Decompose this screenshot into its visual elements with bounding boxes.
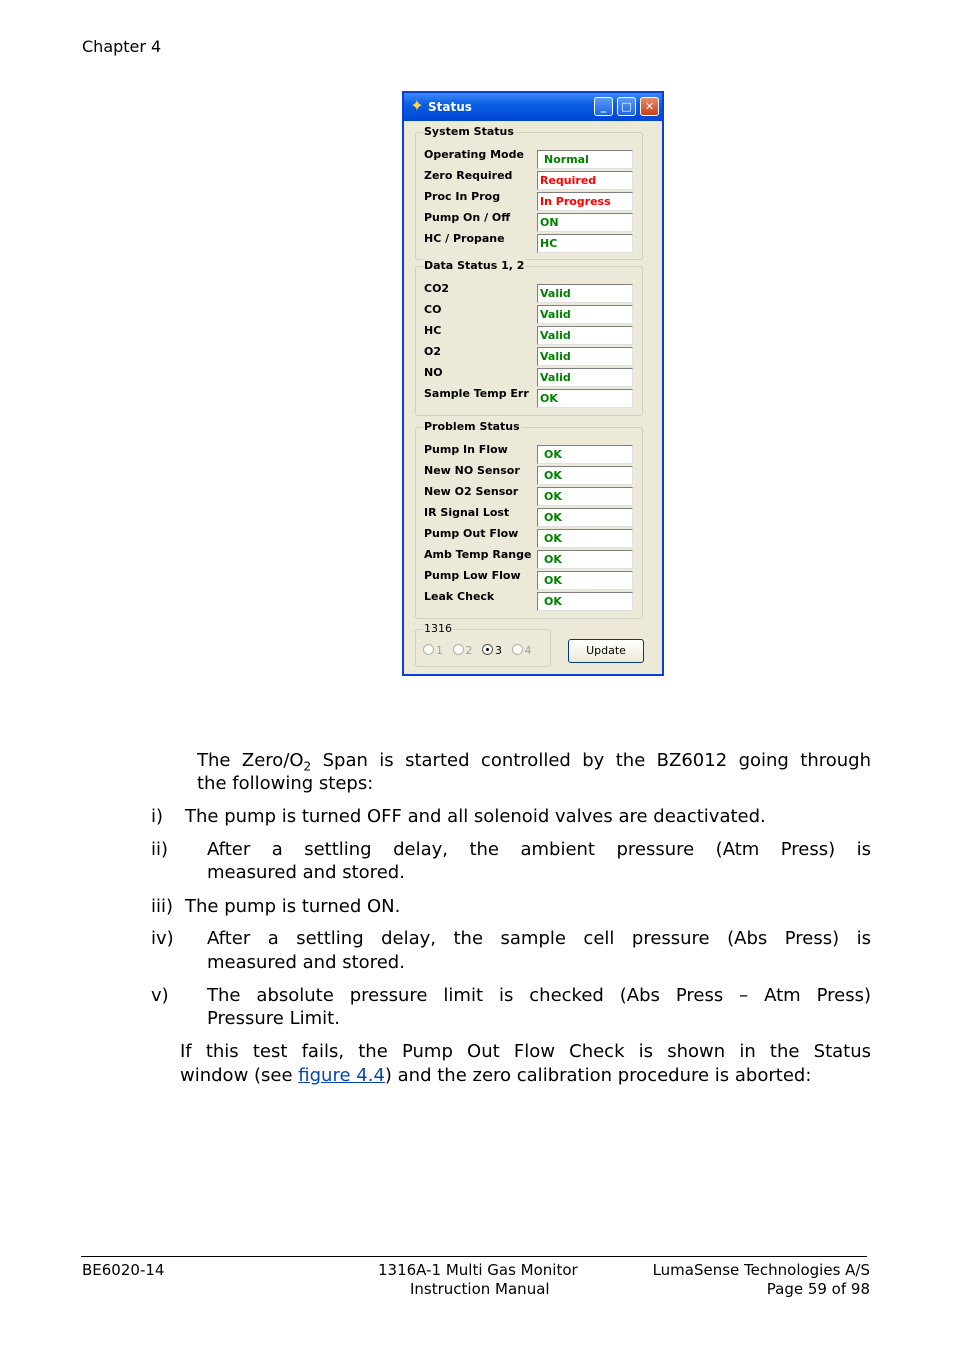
radio-option-2[interactable] (453, 644, 473, 657)
step-text: Pressure Limit. (207, 1008, 340, 1029)
radio-label: 2 (465, 644, 473, 657)
group-title: 1316 (424, 622, 452, 635)
amb-temp-range-field: OK (537, 550, 633, 569)
intro-line2: the following steps: (197, 773, 374, 794)
step-number: v) (151, 985, 169, 1006)
closing-line2 (180, 1064, 811, 1088)
o2-field: Valid (537, 347, 633, 366)
radio-icon (423, 644, 434, 655)
row-label: New O2 Sensor (424, 485, 519, 498)
radio-label: 4 (524, 644, 532, 657)
no-field: Valid (537, 368, 633, 387)
figure-link[interactable]: figure 4.4 (298, 1065, 385, 1086)
step-text: After a settling delay, the ambient pressure (Atm Press) is (207, 839, 871, 860)
window-title: Status (428, 100, 472, 114)
closing-text: window (see (180, 1065, 299, 1086)
row-label: Pump Out Flow (424, 527, 519, 540)
step-text: The pump is turned OFF and all solenoid valves are deactivated. (185, 806, 766, 827)
radio-option-3[interactable] (482, 644, 502, 657)
group-title: System Status (424, 125, 514, 138)
row-label: Leak Check (424, 590, 495, 603)
pump-low-flow-field: OK (537, 571, 633, 590)
row-label: New NO Sensor (424, 464, 520, 477)
step-number: i) (151, 806, 164, 827)
radio-label: 3 (495, 644, 502, 657)
step-text: measured and stored. (207, 952, 405, 973)
row-label: CO (424, 303, 442, 316)
step-number: iv) (151, 928, 174, 949)
pump-out-flow-field: OK (537, 529, 633, 548)
row-label: Amb Temp Range (424, 548, 532, 561)
row-label: IR Signal Lost (424, 506, 510, 519)
hc-propane-field: HC (537, 234, 633, 253)
problem-status-group (415, 420, 643, 619)
radio-icon (512, 644, 523, 655)
new-no-sensor-field: OK (537, 466, 633, 485)
intro-text: The Zero/O (197, 750, 304, 771)
row-label: Pump In Flow (424, 443, 508, 456)
row-label: CO2 (424, 282, 450, 295)
row-label: Pump Low Flow (424, 569, 521, 582)
step-text: The absolute pressure limit is checked (Abs Press – Atm Press) (207, 985, 871, 1006)
row-label: HC (424, 324, 442, 337)
ir-signal-lost-field: OK (537, 508, 633, 527)
footer-title: 1316A-1 Multi Gas Monitor (378, 1261, 578, 1279)
row-label: Sample Temp Err (424, 387, 529, 400)
footer-doc-id: BE6020-14 (82, 1261, 165, 1279)
row-label: NO (424, 366, 443, 379)
radio-option-4[interactable] (512, 644, 532, 657)
data-status-group (415, 259, 643, 416)
close-button[interactable]: ✕ (640, 97, 659, 116)
row-label: Pump On / Off (424, 211, 511, 224)
co-field: Valid (537, 305, 633, 324)
row-label: HC / Propane (424, 232, 505, 245)
intro-subscript: 2 (303, 759, 312, 774)
update-button[interactable]: Update (568, 639, 644, 663)
pump-on-off-field: ON (537, 213, 633, 232)
closing-line1: If this test fails, the Pump Out Flow Check is shown in the Status (180, 1041, 871, 1062)
title-bar[interactable] (404, 93, 662, 121)
radio-icon (453, 644, 464, 655)
footer-company: LumaSense Technologies A/S (652, 1261, 870, 1279)
group-title: Data Status 1, 2 (424, 259, 525, 272)
new-o2-sensor-field: OK (537, 487, 633, 506)
device-selector-group (415, 622, 551, 667)
step-number: iii) (151, 896, 174, 917)
step-text: After a settling delay, the sample cell pressure (Abs Press) is (207, 928, 871, 949)
zero-required-field: Required (537, 171, 633, 190)
system-status-group (415, 125, 643, 260)
proc-in-prog-field: In Progress (537, 192, 633, 211)
group-title: Problem Status (424, 420, 520, 433)
hc-field: Valid (537, 326, 633, 345)
row-label: Proc In Prog (424, 190, 501, 203)
footer-page-number: Page 59 of 98 (766, 1280, 870, 1298)
step-text: measured and stored. (207, 862, 405, 883)
footer-subtitle: Instruction Manual (410, 1280, 550, 1298)
radio-selected-icon (482, 644, 493, 655)
radio-row (423, 644, 538, 657)
maximize-button[interactable]: □ (617, 97, 636, 116)
pump-in-flow-field: OK (537, 445, 633, 464)
step-text: The pump is turned ON. (185, 896, 401, 917)
intro-text: Span is started controlled by the BZ6012 going through (311, 750, 871, 771)
closing-text: ) and the zero calibration procedure is aborted: (384, 1065, 812, 1086)
footer-divider (81, 1256, 867, 1257)
step-number: ii) (151, 839, 169, 860)
row-label: Zero Required (424, 169, 513, 182)
minimize-button[interactable]: _ (594, 97, 613, 116)
row-label: Operating Mode (424, 148, 524, 161)
co2-field: Valid (537, 284, 633, 303)
row-label: O2 (424, 345, 442, 358)
leak-check-field: OK (537, 592, 633, 611)
app-star-icon: ✦ (410, 96, 424, 115)
radio-option-1[interactable] (423, 644, 443, 657)
status-window (402, 91, 664, 676)
sample-temp-err-field: OK (537, 389, 633, 408)
operating-mode-field: Normal (537, 150, 633, 169)
radio-label: 1 (436, 644, 443, 657)
chapter-header: Chapter 4 (82, 37, 162, 56)
